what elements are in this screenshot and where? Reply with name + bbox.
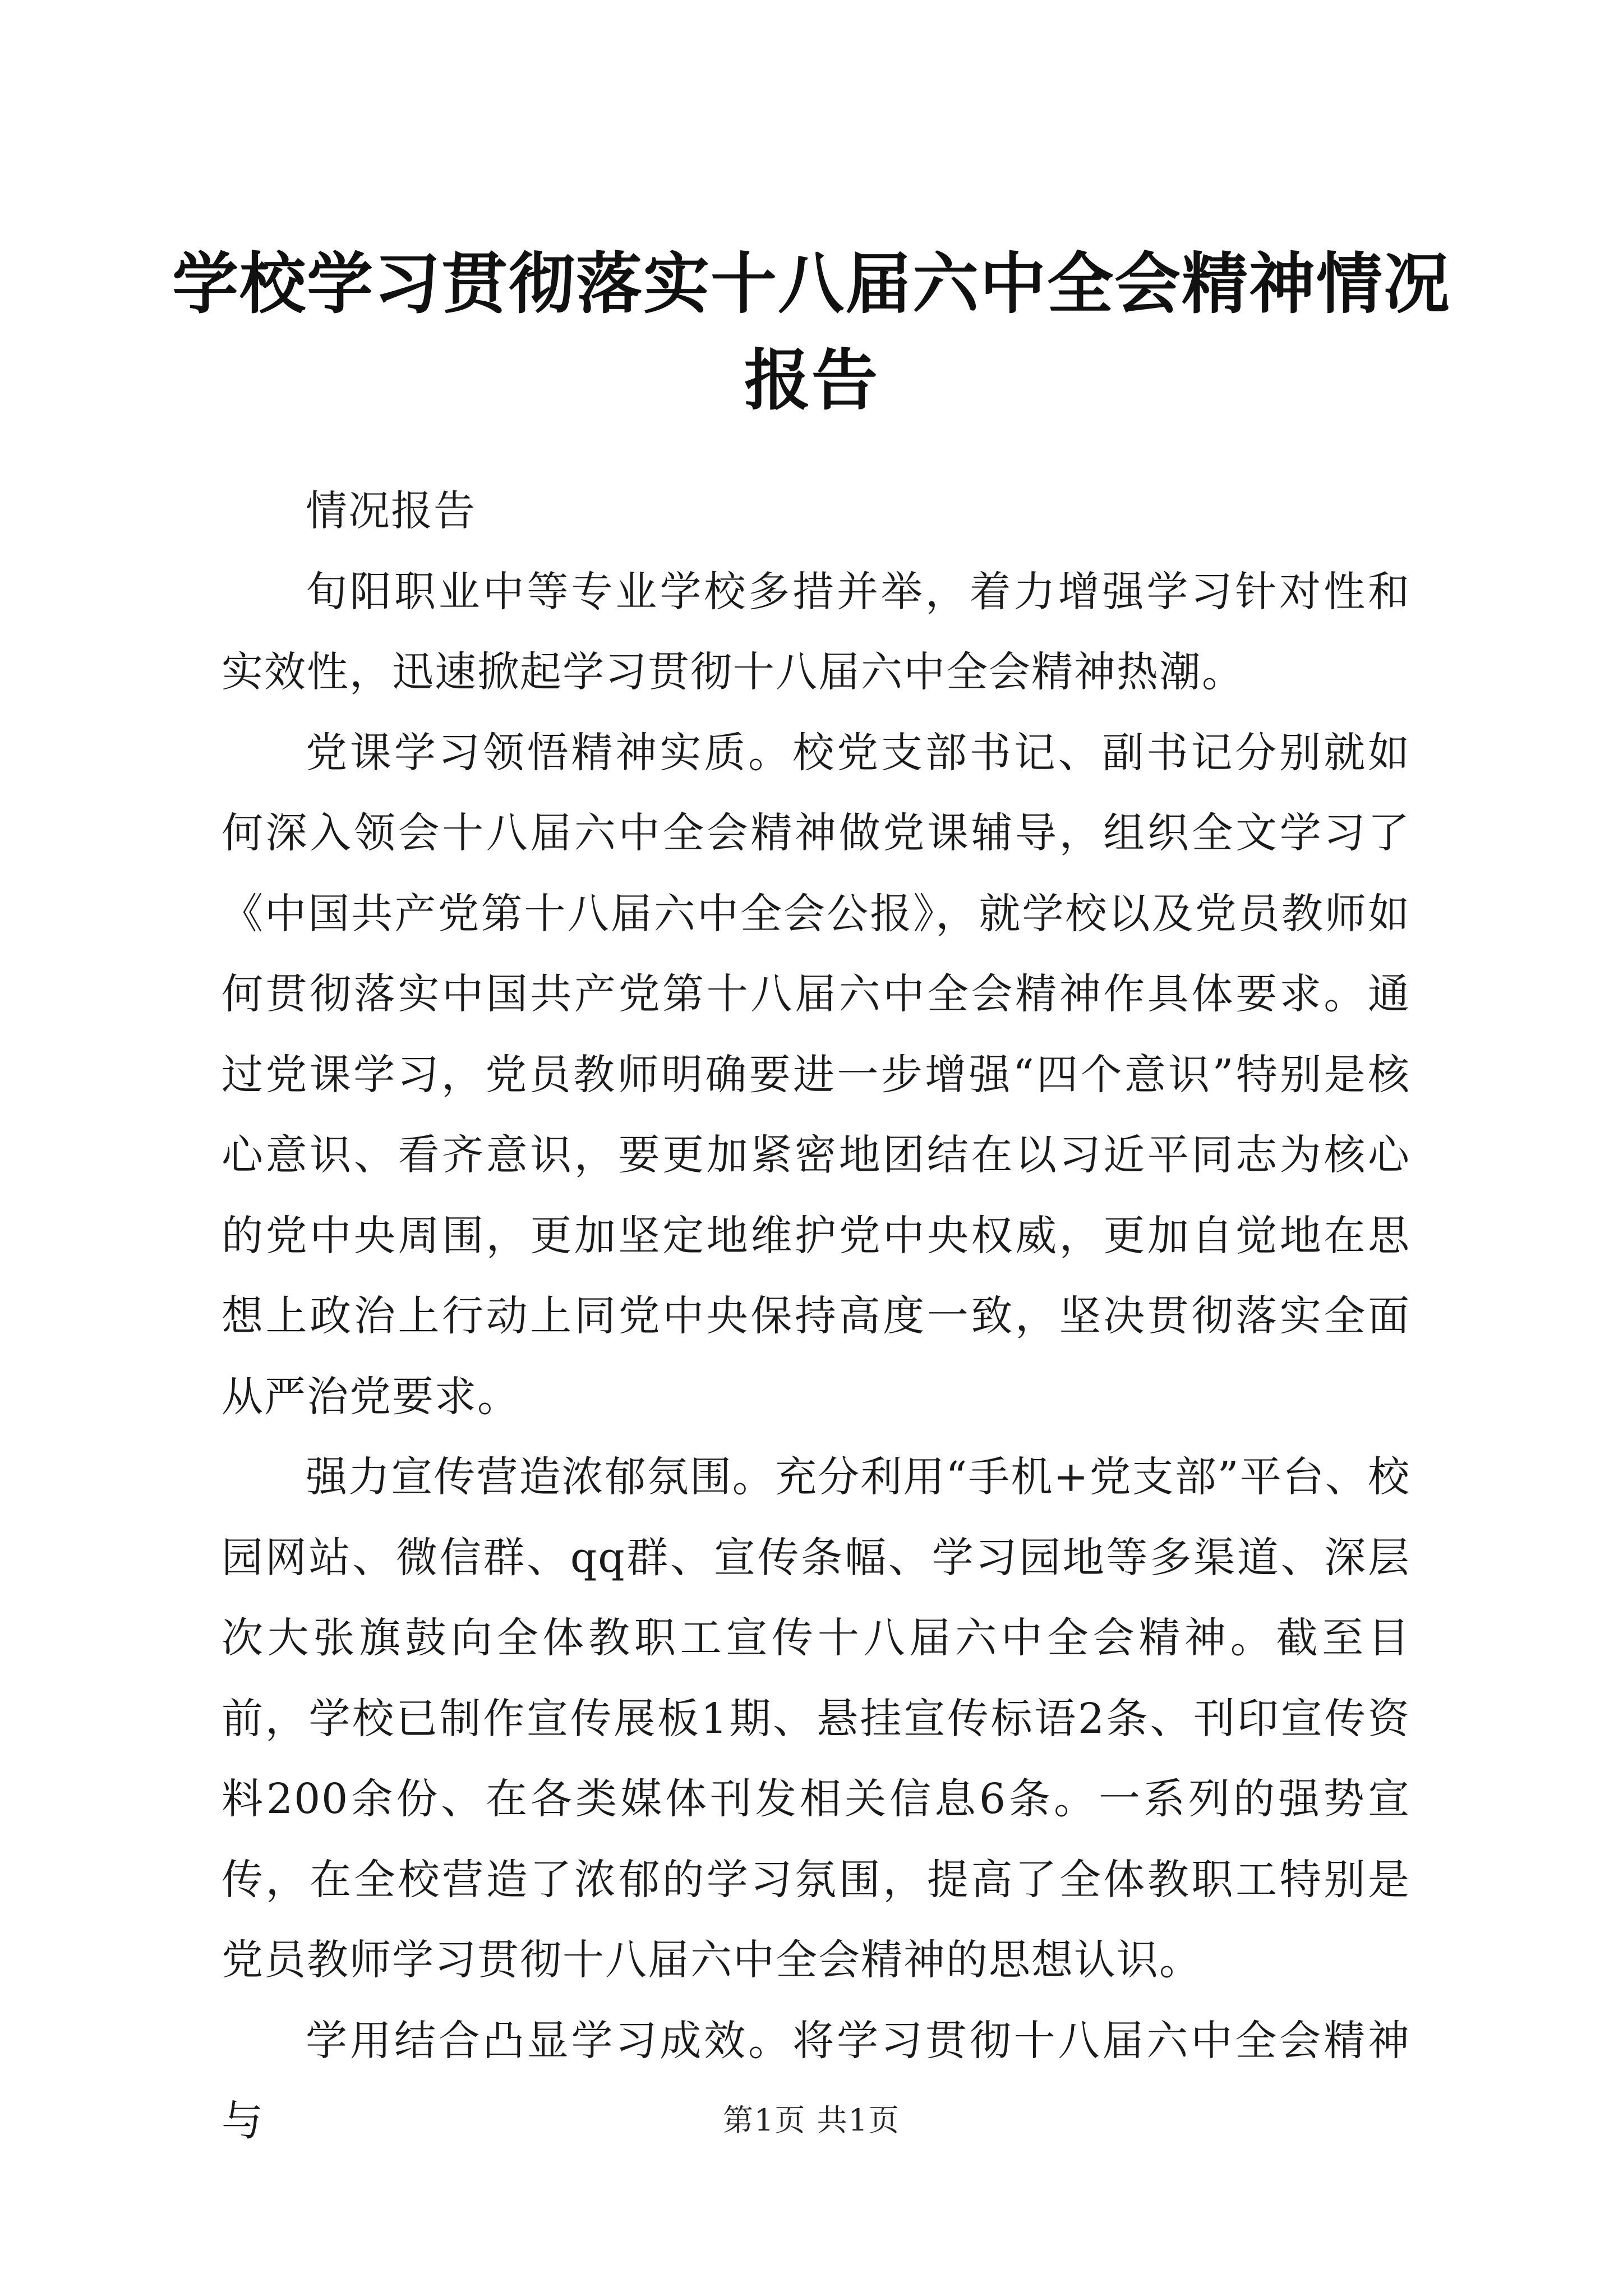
paragraph-study-application: 学用结合凸显学习成效。将学习贯彻十八届六中全会精神与 xyxy=(222,2016,1410,2145)
paragraph-heading: 情况报告 xyxy=(306,487,476,535)
document-body xyxy=(222,471,1410,2162)
page-footer: 第1页 共1页 xyxy=(723,2102,900,2138)
paragraph-publicity: 强力宣传营造浓郁氛围。充分利用“手机+党支部”平台、校园网站、微信群、qq群、宣传条幅、学习园地等多渠道、深层次大张旗鼓向全体教职工宣传十八届六中全会精神。截至目前，学校已制作宣传展板1期、悬挂宣传标语2条、刊印宣传资料200余份、在各类媒体刊发相关信息6条。一系列的强势宣传，在全校营造了浓郁的学习氛围，提高了全体教职工特别是党员教师学习贯彻十八届六中全会精神的思想认识。 xyxy=(222,1453,1410,1984)
paragraph-party-lesson: 党课学习领悟精神实质。校党支部书记、副书记分别就如何深入领会十八届六中全会精神做党课辅导，组织全文学习了《中国共产党第十八届六中全会公报》，就学校以及党员教师如何贯彻落实中国共产党第十八届六中全会精神作具体要求。通过党课学习，党员教师明确要进一步增强“四个意识”特别是核心意识、看齐意识，要更加紧密地团结在以习近平同志为核心的党中央周围，更加坚定地维护党中央权威，更加自觉地在思想上政治上行动上同党中央保持高度一致，坚决贯彻落实全面从严治党要求。 xyxy=(222,728,1410,1421)
document-title: 学校学习贯彻落实十八届六中全会精神情况报告 xyxy=(172,245,1451,419)
paragraph-intro: 旬阳职业中等专业学校多措并举，着力增强学习针对性和实效性，迅速掀起学习贯彻十八届六中全会精神热潮。 xyxy=(222,567,1410,696)
